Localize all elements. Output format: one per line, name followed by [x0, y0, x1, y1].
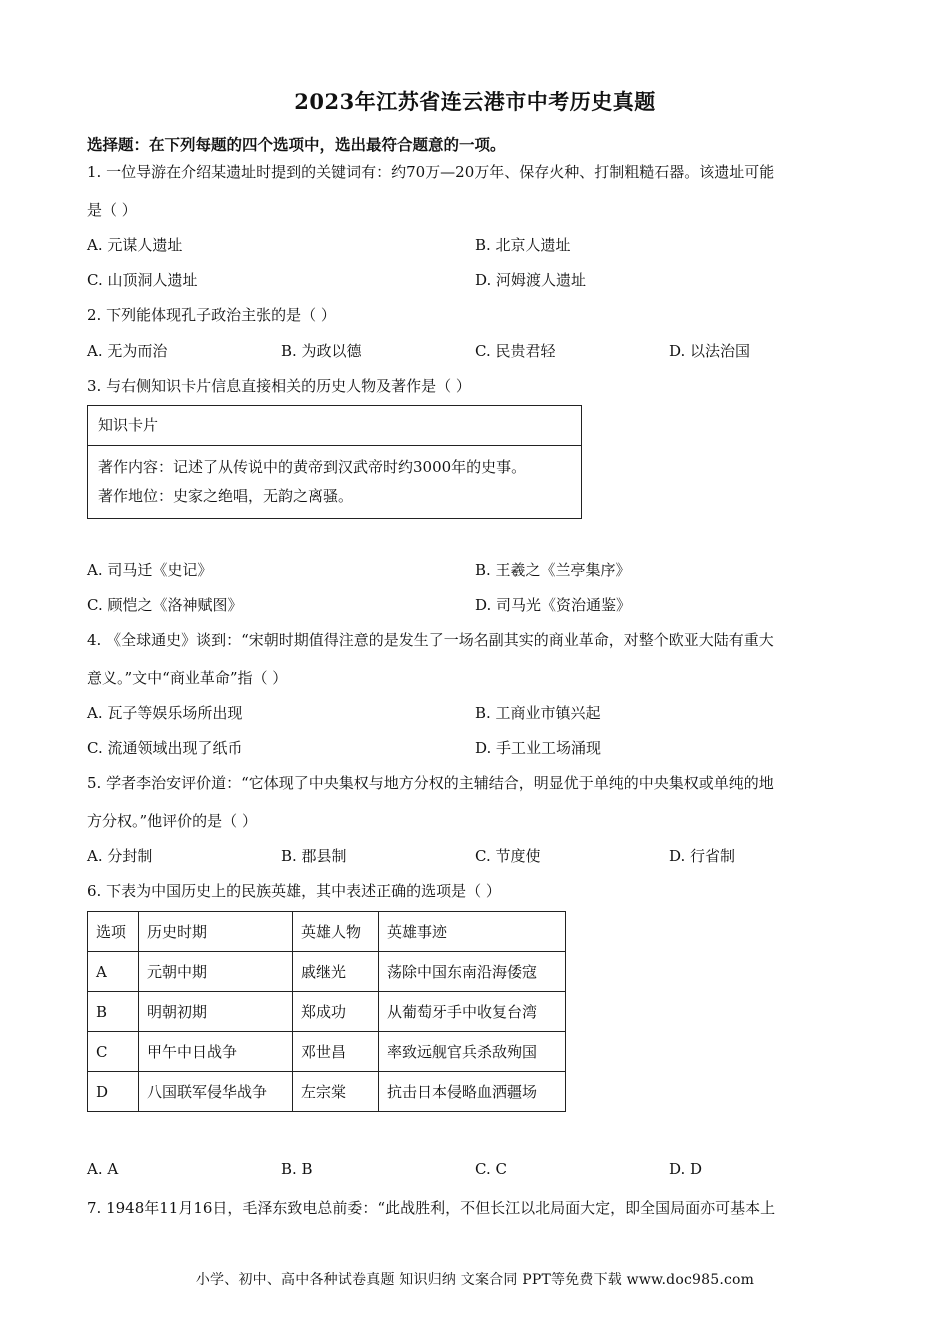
q5-option-b: B. 郡县制 [281, 847, 347, 865]
q7-stem-line1: 7. 1948年11月16日，毛泽东致电总前委：“此战胜利，不但长江以北局面大定，即全国局面亦可基本上 [87, 1199, 776, 1217]
page-title: 2023年江苏省连云港市中考历史真题 [294, 89, 656, 114]
table-cell: 邓世昌 [293, 1032, 379, 1072]
knowledge-card [87, 405, 582, 519]
q2-option-b: B. 为政以德 [281, 342, 362, 360]
q3-stem: 3. 与右侧知识卡片信息直接相关的历史人物及著作是（ ） [87, 377, 471, 395]
q1-option-a: A. 元谋人遗址 [87, 236, 183, 254]
table-row [88, 952, 566, 992]
table-cell: 荡除中国东南沿海倭寇 [379, 952, 566, 992]
q6-stem: 6. 下表为中国历史上的民族英雄，其中表述正确的选项是（ ） [87, 882, 501, 900]
q6-option-d: D. D [669, 1160, 703, 1178]
q2-option-c: C. 民贵君轻 [475, 342, 556, 360]
table-cell: 元朝中期 [139, 952, 293, 992]
knowledge-card-content: 著作内容：记述了从传说中的黄帝到汉武帝时约3000年的史事。 [98, 458, 527, 476]
table-cell: 抗击日本侵略血洒疆场 [379, 1072, 566, 1112]
q3-option-c: C. 顾恺之《洛神赋图》 [87, 596, 243, 614]
table-header-cell: 选项 [88, 912, 139, 952]
knowledge-card-body [88, 446, 581, 511]
table-cell: B [88, 992, 139, 1032]
table-cell: 从葡萄牙手中收复台湾 [379, 992, 566, 1032]
page-footer: 小学、初中、高中各种试卷真题 知识归纳 文案合同 PPT等免费下载 www.doc985.com [195, 1272, 755, 1288]
q2-option-d: D. 以法治国 [669, 342, 751, 360]
q1-option-c: C. 山顶洞人遗址 [87, 271, 198, 289]
table-row [88, 1072, 566, 1112]
table-row [88, 1032, 566, 1072]
table-cell: 八国联军侵华战争 [139, 1072, 293, 1112]
table-cell: C [88, 1032, 139, 1072]
table-cell: 明朝初期 [139, 992, 293, 1032]
q5-option-a: A. 分封制 [87, 847, 153, 865]
q1-option-d: D. 河姆渡人遗址 [475, 271, 587, 289]
q5-option-d: D. 行省制 [669, 847, 736, 865]
q4-option-b: B. 工商业市镇兴起 [475, 704, 601, 722]
q6-option-c: C. C [475, 1160, 507, 1178]
q1-stem-line1: 1. 一位导游在介绍某遗址时提到的关键词有：约70万—20万年、保存火种、打制粗糙石器。该遗址可能 [87, 163, 775, 181]
heroes-table [87, 911, 566, 1112]
q4-option-c: C. 流通领域出现了纸币 [87, 739, 243, 757]
table-cell: 郑成功 [293, 992, 379, 1032]
q2-option-a: A. 无为而治 [87, 342, 168, 360]
section-heading: 选择题：在下列每题的四个选项中，选出最符合题意的一项。 [87, 135, 506, 154]
knowledge-card-header: 知识卡片 [88, 406, 581, 446]
q5-option-c: C. 节度使 [475, 847, 541, 865]
table-cell: 率致远舰官兵杀敌殉国 [379, 1032, 566, 1072]
table-cell: 左宗棠 [293, 1072, 379, 1112]
q3-option-b: B. 王羲之《兰亭集序》 [475, 561, 631, 579]
q3-option-d: D. 司马光《资治通鉴》 [475, 596, 632, 614]
table-header-cell: 英雄人物 [293, 912, 379, 952]
q1-option-b: B. 北京人遗址 [475, 236, 571, 254]
q1-stem-line2: 是（ ） [87, 201, 137, 219]
q4-option-d: D. 手工业工场涌现 [475, 739, 602, 757]
knowledge-card-status: 著作地位：史家之绝唱，无韵之离骚。 [98, 487, 354, 505]
q3-option-a: A. 司马迁《史记》 [87, 561, 213, 579]
table-header-cell: 历史时期 [139, 912, 293, 952]
table-cell: 戚继光 [293, 952, 379, 992]
q4-stem-line2: 意义。”文中“商业革命”指（ ） [87, 669, 288, 687]
q6-option-a: A. A [87, 1160, 119, 1178]
table-header-cell: 英雄事迹 [379, 912, 566, 952]
q4-option-a: A. 瓦子等娱乐场所出现 [87, 704, 243, 722]
q4-stem-line1: 4. 《全球通史》谈到：“宋朝时期值得注意的是发生了一场名副其实的商业革命，对整个欧亚大陆有重大 [87, 631, 774, 649]
table-cell: A [88, 952, 139, 992]
q5-stem-line2: 方分权。”他评价的是（ ） [87, 812, 257, 830]
q5-stem-line1: 5. 学者李治安评价道：“它体现了中央集权与地方分权的主辅结合，明显优于单纯的中央集权或单纯的地 [87, 774, 774, 792]
table-header-row [88, 912, 566, 952]
table-row [88, 992, 566, 1032]
table-cell: D [88, 1072, 139, 1112]
q2-stem: 2. 下列能体现孔子政治主张的是（ ） [87, 306, 336, 324]
table-cell: 甲午中日战争 [139, 1032, 293, 1072]
q6-option-b: B. B [281, 1160, 313, 1178]
